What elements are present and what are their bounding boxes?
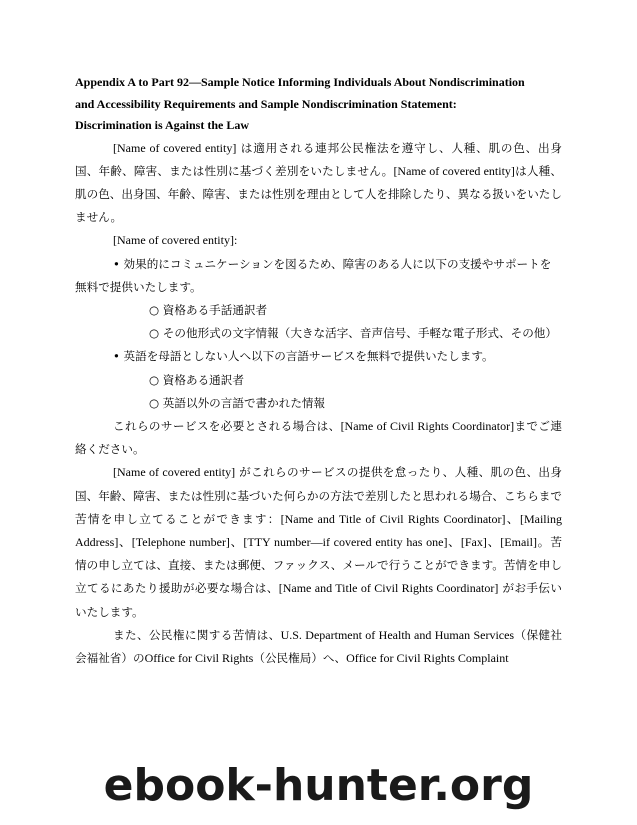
paragraph-text: （保健社会福祉省）の: [75, 627, 562, 665]
bullet-item-disability-aids: [75, 253, 562, 299]
covered-entity-placeholder: [Name of covered entity]: [113, 465, 236, 480]
paragraph-text: がお手伝いいたします。: [75, 581, 562, 619]
hhs-name: U.S. Department of Health and Human Services: [280, 627, 515, 642]
coordinator-placeholder: [Name of Civil Rights Coordinator]: [340, 418, 515, 433]
document-heading: [75, 72, 562, 137]
paragraph-text: は人種、肌の色、出身国、年齢、障害、または性別を理由として人を排除したり、異なる扱いをいたしません。: [75, 163, 562, 225]
paragraph-entity-label: [75, 229, 562, 252]
bullet-item-language-services: [75, 345, 562, 368]
paragraph-text: これらのサービスを必要とされる場合は、: [113, 418, 341, 433]
sub-bullet-item: [75, 392, 562, 415]
watermark-text: ebook-hunter.org: [103, 760, 534, 811]
document-body: [75, 72, 562, 670]
heading-line-3: Discrimination is Against the Law: [75, 118, 250, 132]
ocr-name: Office for Civil Rights: [144, 650, 254, 665]
sub-bullet-text: ○ その他形式の文字情報（大きな活字、音声信号、手軽な電子形式、その他）: [149, 326, 557, 341]
paragraph-contact: [75, 415, 562, 461]
paragraph-text: （公民権局）へ、: [253, 650, 347, 665]
paragraph-nondiscrimination: [75, 137, 562, 230]
paragraph-ocr-complaint: [75, 624, 562, 670]
sub-bullet-text: ○ 資格ある通訳者: [149, 372, 244, 387]
covered-entity-placeholder: [Name of covered entity]: [113, 233, 234, 248]
heading-line-1: Appendix A to Part 92—Sample Notice Informing Individuals About Nondiscrimination: [75, 75, 525, 89]
contact-placeholders: [Name and Title of Civil Rights Coordinator]、[Mailing Address]、[Telephone number]、[TTY number—if covered entity has one]、[Fax]、[Email]。: [75, 511, 562, 549]
bullet-text: • 英語を母語としない人へ以下の言語サービスを無料で提供いたします。: [113, 349, 494, 364]
sub-bullet-item: [75, 299, 562, 322]
paragraph-text: は適用される連邦公民権法を遵守し、人種、肌の色、出身国、年齢、障害、または性別に基づく差別をいたしません。: [75, 140, 563, 178]
paragraph-text: また、公民権に関する苦情は、: [113, 627, 281, 642]
paragraph-text: がこれらのサービスの提供を怠ったり、人種、肌の色、出身国、年齢、障害、または性別に基づいた何らかの方法で差別したと思われる場合、こちらまで苦情を申し立てることができます：: [75, 465, 562, 526]
ocr-complaint-text: Office for Civil Rights Complaint: [346, 650, 509, 665]
colon: :: [233, 233, 238, 248]
paragraph-text: までご連絡ください。: [75, 418, 562, 457]
covered-entity-placeholder: [Name of covered entity]: [113, 140, 237, 155]
bullet-text: • 効果的にコミュニケーションを図るため、障害のある人に以下の支援やサポートを無料で提供いたします。: [75, 256, 552, 294]
covered-entity-placeholder: [Name of covered entity]: [393, 163, 515, 178]
sub-bullet-item: [75, 369, 562, 392]
heading-line-2: and Accessibility Requirements and Sample Nondiscrimination Statement:: [75, 96, 457, 111]
coordinator-placeholder: [Name and Title of Civil Rights Coordinator]: [278, 581, 499, 596]
paragraph-grievance: [75, 461, 562, 623]
sub-bullet-text: ○ 英語以外の言語で書かれた情報: [149, 395, 326, 410]
sub-bullet-text: ○ 資格ある手話通訳者: [149, 302, 268, 317]
sub-bullet-item: [75, 322, 562, 345]
paragraph-text: 苦情の申し立ては、直接、または郵便、ファックス、メールで行うことができます。苦情を申し立てるにあたり援助が必要な場合は、: [75, 534, 562, 596]
